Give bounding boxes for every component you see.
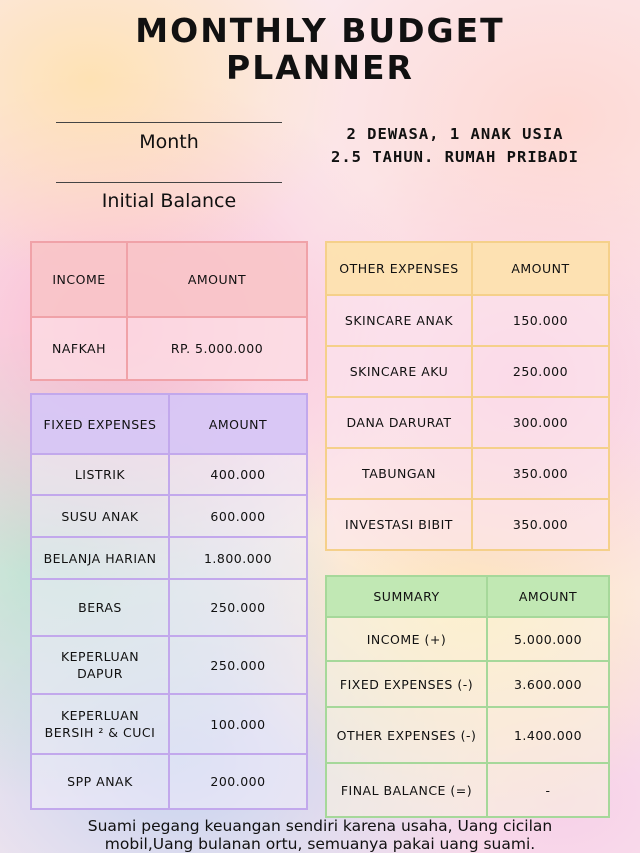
table-row xyxy=(326,499,609,550)
other-item: DANA DARURAT xyxy=(326,397,472,448)
table-row xyxy=(326,397,609,448)
fixed-amount: 400.000 xyxy=(169,454,307,495)
income-amount: RP. 5.000.000 xyxy=(127,317,307,380)
table-row xyxy=(31,754,307,809)
table-row xyxy=(326,295,609,346)
fixed-item: KEPERLUAN BERSIH ² & CUCI xyxy=(31,694,169,754)
table-row xyxy=(31,636,307,694)
other-amount: 250.000 xyxy=(472,346,609,397)
fixed-item: LISTRIK xyxy=(31,454,169,495)
summary-amount: 1.400.000 xyxy=(487,707,609,763)
fixed-amount: 250.000 xyxy=(169,636,307,694)
other-header-row xyxy=(326,242,609,295)
other-amount: 300.000 xyxy=(472,397,609,448)
table-row xyxy=(326,448,609,499)
fixed-amount: 600.000 xyxy=(169,495,307,537)
table-row xyxy=(31,694,307,754)
fixed-col-amount: AMOUNT xyxy=(169,394,307,454)
fixed-amount: 100.000 xyxy=(169,694,307,754)
other-item: SKINCARE AKU xyxy=(326,346,472,397)
footer-line-1: Suami pegang keuangan sendiri karena usaha, Uang cicilan xyxy=(87,817,553,835)
summary-item: FINAL BALANCE (=) xyxy=(326,763,487,817)
summary-amount: 3.600.000 xyxy=(487,661,609,707)
table-row xyxy=(326,763,609,817)
summary-col-label: SUMMARY xyxy=(326,576,487,617)
fixed-amount: 250.000 xyxy=(169,579,307,636)
table-row xyxy=(31,579,307,636)
other-col-label: OTHER EXPENSES xyxy=(326,242,472,295)
other-amount: 150.000 xyxy=(472,295,609,346)
income-table xyxy=(30,241,308,381)
fixed-col-label: FIXED EXPENSES xyxy=(31,394,169,454)
summary-amount: 5.000.000 xyxy=(487,617,609,661)
income-item: NAFKAH xyxy=(31,317,127,380)
table-row xyxy=(326,617,609,661)
summary-item: FIXED EXPENSES (-) xyxy=(326,661,487,707)
household-note: 2 DEWASA, 1 ANAK USIA 2.5 TAHUN. RUMAH PRIBADI xyxy=(331,125,579,166)
fixed-header-row xyxy=(31,394,307,454)
fixed-item: SUSU ANAK xyxy=(31,495,169,537)
title-line-1: MONTHLY BUDGET xyxy=(135,11,505,50)
other-item: SKINCARE ANAK xyxy=(326,295,472,346)
table-row xyxy=(326,661,609,707)
summary-col-amount: AMOUNT xyxy=(487,576,609,617)
income-col-amount: AMOUNT xyxy=(127,242,307,317)
table-row xyxy=(31,317,307,380)
table-row xyxy=(31,495,307,537)
other-item: TABUNGAN xyxy=(326,448,472,499)
title-line-2: PLANNER xyxy=(226,48,414,87)
month-input-line[interactable] xyxy=(56,182,282,183)
other-item: INVESTASI BIBIT xyxy=(326,499,472,550)
other-amount: 350.000 xyxy=(472,499,609,550)
table-row xyxy=(326,346,609,397)
table-row xyxy=(31,454,307,495)
other-amount: 350.000 xyxy=(472,448,609,499)
table-row xyxy=(326,707,609,763)
fixed-amount: 200.000 xyxy=(169,754,307,809)
page-title xyxy=(0,12,640,86)
month-label: Month xyxy=(139,131,199,153)
fixed-item: BELANJA HARIAN xyxy=(31,537,169,579)
summary-amount: - xyxy=(487,763,609,817)
summary-table xyxy=(325,575,610,818)
income-header-row xyxy=(31,242,307,317)
footer-line-2: mobil,Uang bulanan ortu, semuanya pakai uang suami. xyxy=(104,835,536,853)
footer-note xyxy=(0,817,640,853)
fixed-item: SPP ANAK xyxy=(31,754,169,809)
summary-header-row xyxy=(326,576,609,617)
income-col-label: INCOME xyxy=(31,242,127,317)
fixed-amount: 1.800.000 xyxy=(169,537,307,579)
summary-item: OTHER EXPENSES (-) xyxy=(326,707,487,763)
fixed-item: BERAS xyxy=(31,579,169,636)
summary-item: INCOME (+) xyxy=(326,617,487,661)
fixed-expenses-table xyxy=(30,393,308,810)
fixed-item: KEPERLUAN DAPUR xyxy=(31,636,169,694)
other-expenses-table xyxy=(325,241,610,551)
initial-balance-label: Initial Balance xyxy=(101,190,237,212)
other-col-amount: AMOUNT xyxy=(472,242,609,295)
month-top-line xyxy=(56,122,282,123)
table-row xyxy=(31,537,307,579)
